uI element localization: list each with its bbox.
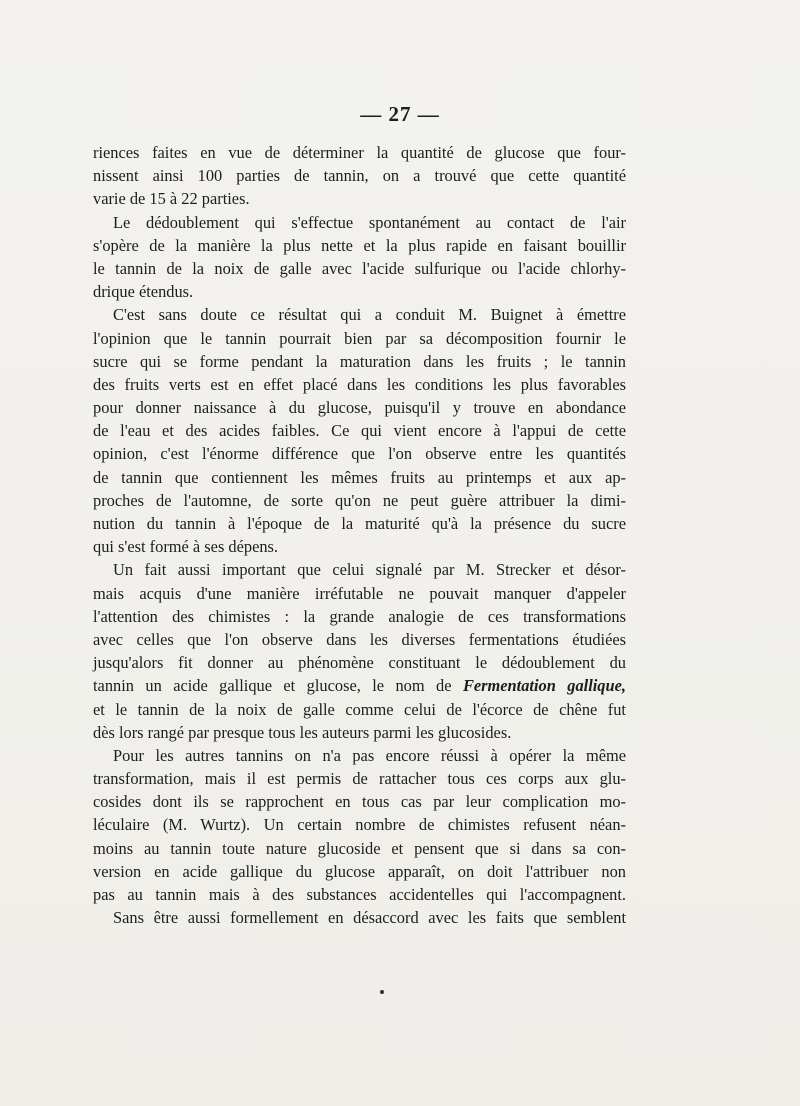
line-text: moins au tannin toute nature glucoside et pensent que si dans sa con- (93, 838, 626, 858)
text-line (93, 605, 626, 628)
line-text: de l'eau et des acides faibles. Ce qui vient encore à l'appui de cette (93, 421, 626, 441)
text-line (93, 535, 626, 558)
line-text: opinion, c'est l'énorme différence que l'on observe entre les quantités (93, 444, 626, 464)
line-text: pour donner naissance à du glucose, puisqu'il y trouve en abondance (93, 398, 626, 418)
line-text: Sans être aussi formellement en désaccord avec les faits que semblent (113, 908, 626, 928)
line-text: s'opère de la manière la plus nette et la plus rapide en faisant bouillir (93, 235, 626, 255)
text-line (93, 419, 626, 442)
text-line (93, 211, 626, 234)
text-line (93, 373, 626, 396)
emphasized-term: Fermentation gallique, (462, 676, 626, 696)
line-text: de tannin que contiennent les mêmes fruits au printemps et aux ap- (93, 467, 626, 487)
line-text: l'attention des chimistes : la grande analogie de ces transformations (93, 606, 626, 626)
text-line (93, 327, 626, 350)
text-line (93, 187, 626, 210)
text-line (93, 860, 626, 883)
line-text: version en acide gallique du glucose apparaît, on doit l'attribuer non (93, 861, 626, 881)
text-line (93, 257, 626, 280)
line-text: Un fait aussi important que celui signalé par M. Strecker et désor- (113, 560, 626, 580)
ink-speck (380, 990, 384, 994)
line-text: drique étendus. (93, 282, 194, 302)
text-line (93, 442, 626, 465)
line-text: le tannin de la noix de galle avec l'acide sulfurique ou l'acide chlorhy- (93, 258, 626, 278)
text-line (93, 234, 626, 257)
line-text: nution du tannin à l'époque de la maturité qu'à la présence du sucre (93, 514, 626, 533)
text-line (93, 350, 626, 373)
text-line (93, 651, 626, 674)
line-text: Pour les autres tannins on n'a pas encore réussi à opérer la même (113, 745, 626, 765)
text-line (93, 674, 626, 697)
text-line (93, 164, 626, 187)
text-line (93, 698, 626, 721)
line-text: C'est sans doute ce résultat qui a conduit M. Buignet à émettre (113, 305, 626, 325)
line-text: dès lors rangé par presque tous les auteurs parmi les glucosides. (93, 722, 512, 742)
text-line (93, 489, 626, 512)
line-text: pas au tannin mais à des substances accidentelles qui l'accompagnent. (93, 885, 626, 904)
line-text: sucre qui se forme pendant la maturation dans les fruits ; le tannin (93, 351, 626, 371)
text-line (93, 744, 626, 767)
line-text: et le tannin de la noix de galle comme celui de l'écorce de chêne fut (93, 699, 626, 719)
text-line (93, 582, 626, 605)
text-line (93, 141, 626, 164)
line-text: nissent ainsi 100 parties de tannin, on a trouvé que cette quantité (93, 166, 626, 186)
text-line (93, 906, 626, 929)
text-line (93, 837, 626, 860)
line-text: varie de 15 à 22 parties. (93, 189, 250, 209)
text-line (93, 280, 626, 303)
page-number: — 27 — (360, 102, 440, 126)
text-line (93, 558, 626, 581)
text-line (93, 628, 626, 651)
text-line (93, 303, 626, 326)
line-text: l'opinion que le tannin pourrait bien par sa décomposition fournir le (93, 328, 626, 348)
text-line (93, 767, 626, 790)
line-text: riences faites en vue de déterminer la quantité de glucose que four- (93, 143, 626, 162)
text-line (93, 396, 626, 419)
line-text: avec celles que l'on observe dans les diverses fermentations étudiées (93, 629, 626, 649)
line-text: léculaire (M. Wurtz). Un certain nombre de chimistes refusent néan- (93, 815, 626, 835)
line-text: transformation, mais il est permis de rattacher tous ces corps aux glu- (93, 769, 626, 789)
line-text: jusqu'alors fit donner au phénomène constituant le dédoublement du (93, 653, 626, 673)
line-text: tannin un acide gallique et glucose, le nom de (93, 676, 452, 696)
line-text: des fruits verts est en effet placé dans les conditions les plus favorables (93, 374, 626, 394)
line-text: mais acquis d'une manière irréfutable ne pouvait manquer d'appeler (93, 583, 626, 603)
text-line (93, 790, 626, 813)
text-line (93, 883, 626, 906)
line-text: Le dédoublement qui s'effectue spontanément au contact de l'air (113, 212, 626, 232)
line-text: qui s'est formé à ses dépens. (93, 537, 279, 557)
text-line (93, 813, 626, 836)
text-line (93, 512, 626, 535)
line-text: proches de l'automne, de sorte qu'on ne peut guère attribuer la dimi- (93, 490, 626, 510)
text-line (93, 466, 626, 489)
line-text: cosides dont ils se rapprochent en tous cas par leur complication mo- (93, 792, 626, 812)
body-text (93, 141, 626, 929)
text-line (93, 721, 626, 744)
